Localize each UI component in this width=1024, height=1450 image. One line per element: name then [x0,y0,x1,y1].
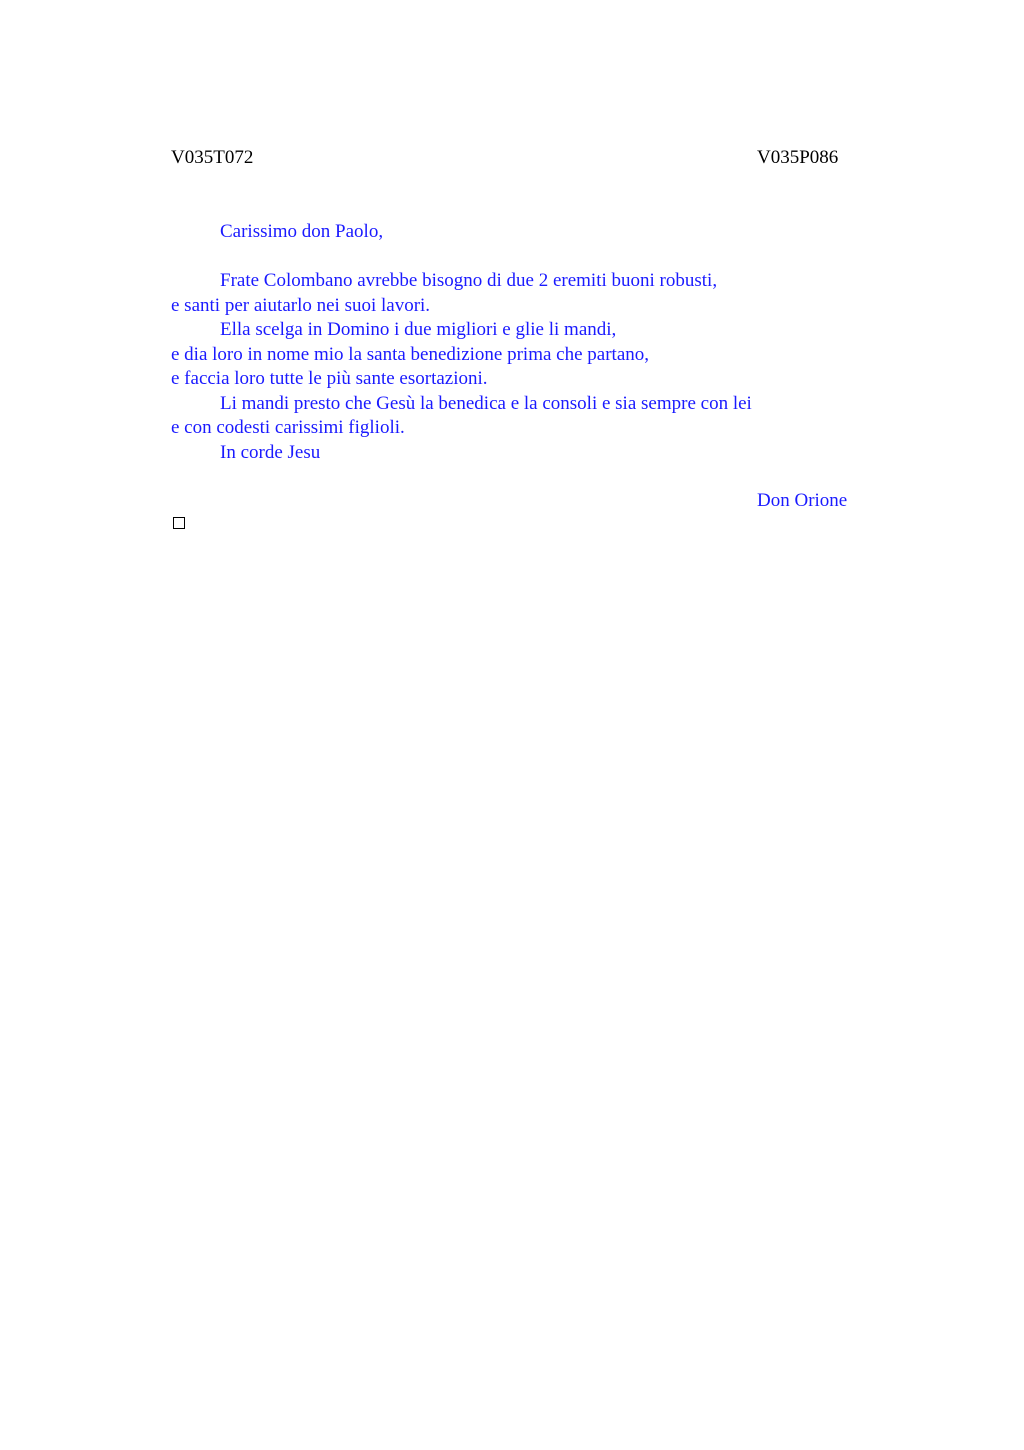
letter-line: Li mandi presto che Gesù la benedica e la consoli e sia sempre con lei [220,392,752,414]
letter-line: e santi per aiutarlo nei suoi lavori. [171,294,431,316]
document-reference-left: V035T072 [171,147,254,168]
closing: In corde Jesu [220,441,321,463]
letter-body [171,220,861,465]
signature: Don Orione [757,490,848,511]
document-reference-right: V035P086 [757,147,839,168]
letter-line: e faccia loro tutte le più sante esortazioni. [171,368,488,389]
letter-line: e dia loro in nome mio la santa benedizione prima che partano, [171,343,649,365]
empty-square-icon [173,517,185,529]
letter-line: Ella scelga in Domino i due migliori e glie li mandi, [220,319,617,340]
salutation: Carissimo don Paolo, [220,221,384,242]
letter-line: e con codesti carissimi figlioli. [171,417,405,438]
letter-line: Frate Colombano avrebbe bisogno di due 2 eremiti buoni robusti, [220,270,718,291]
